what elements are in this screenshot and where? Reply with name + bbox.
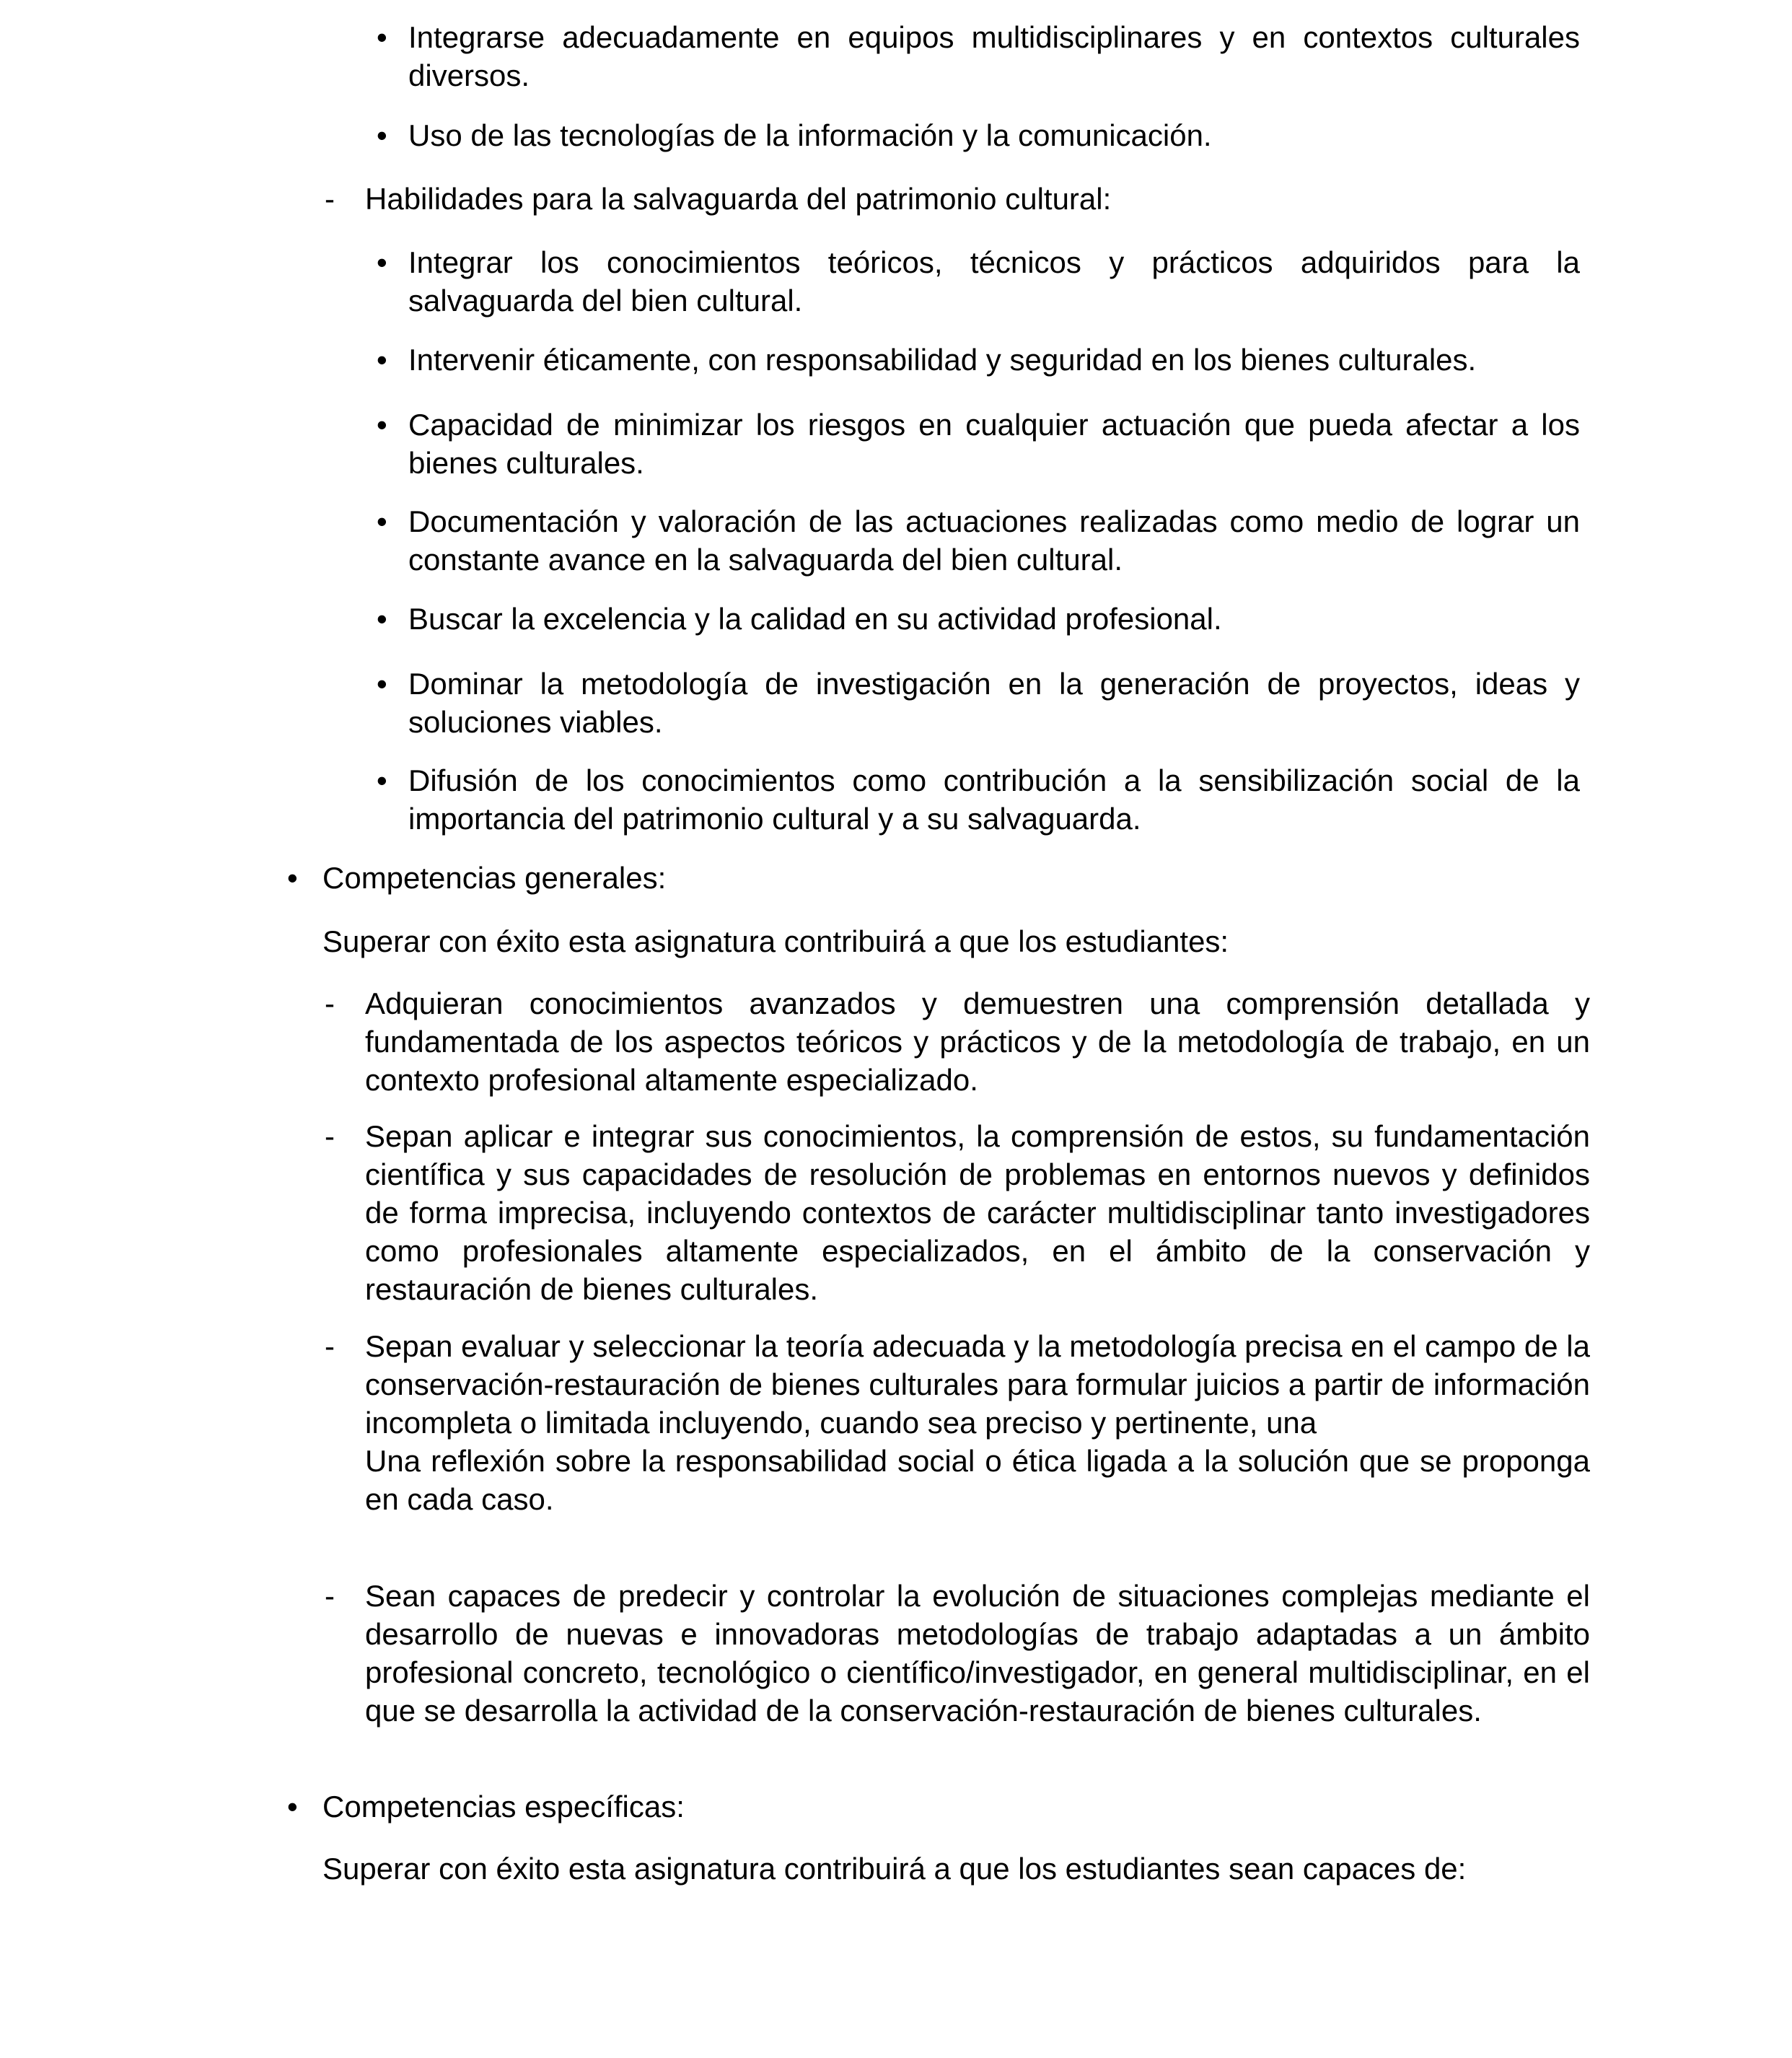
list-item: - Sepan aplicar e integrar sus conocimientos, la comprensión de estos, su fundamentación científica y sus capacidades de resolución de problemas en entornos nuevos y definidos de forma imprecisa, incluyendo contextos de carácter multidisciplinar tanto investigadores como profesionales altamente especializados, en el ámbito de la conservación y restauración de bienes culturales. [365, 1117, 1590, 1308]
list-item: • Intervenir éticamente, con responsabilidad y seguridad en los bienes culturales. [408, 341, 1580, 379]
paragraph: Superar con éxito esta asignatura contribuirá a que los estudiantes: [322, 924, 1229, 958]
bullet-icon: • [377, 245, 387, 279]
bullet-icon: • [377, 408, 387, 442]
bullet-icon: • [377, 504, 387, 538]
section-heading: • Competencias generales: [322, 859, 1590, 897]
bullet-icon: • [287, 1790, 298, 1823]
dash-icon: - [325, 1579, 335, 1613]
list-item: • Integrarse adecuadamente en equipos multidisciplinares y en contextos culturales diversos. [408, 18, 1580, 95]
list-item: • Difusión de los conocimientos como contribución a la sensibilización social de la importancia del patrimonio cultural y a su salvaguarda. [408, 761, 1580, 838]
dash-icon: - [325, 1119, 335, 1153]
bullet-icon: • [377, 602, 387, 636]
list-item: - Adquieran conocimientos avanzados y demuestren una comprensión detallada y fundamentada de los aspectos teóricos y prácticos y de la metodología de trabajo, en un contexto profesional altamente especializado. [365, 984, 1590, 1099]
list-item: - Sepan evaluar y seleccionar la teoría adecuada y la metodología precisa en el campo de la conservación-restauración de bienes culturales para formular juicios a partir de información incompleta o limitada incluyendo, cuando sea preciso y pertinente, una Una reflexión sobre la responsabilidad social o ética ligada a la solución que se proponga en cada caso. [365, 1327, 1590, 1518]
list-item: • Dominar la metodología de investigación en la generación de proyectos, ideas y soluciones viables. [408, 665, 1580, 741]
dash-icon: - [325, 986, 335, 1020]
list-item: • Documentación y valoración de las actuaciones realizadas como medio de lograr un constante avance en la salvaguarda del bien cultural. [408, 502, 1580, 579]
list-item: - Sean capaces de predecir y controlar la evolución de situaciones complejas mediante el desarrollo de nuevas e innovadoras metodologías de trabajo adaptadas a un ámbito profesional concreto, tecnológico o científico/investigador, en general multidisciplinar, en el que se desarrolla la actividad de la conservación-restauración de bienes culturales. [365, 1577, 1590, 1730]
list-item: • Buscar la excelencia y la calidad en su actividad profesional. [408, 600, 1580, 638]
bullet-icon: • [377, 20, 387, 54]
bullet-icon: • [377, 118, 387, 152]
bullet-icon: • [377, 763, 387, 797]
section-heading: • Competencias específicas: [322, 1787, 1590, 1826]
paragraph: Superar con éxito esta asignatura contribuirá a que los estudiantes sean capaces de: [322, 1852, 1467, 1886]
bullet-icon: • [377, 667, 387, 701]
bullet-icon: • [287, 861, 298, 895]
dash-icon: - [325, 182, 335, 216]
bullet-icon: • [377, 343, 387, 377]
list-item: • Capacidad de minimizar los riesgos en cualquier actuación que pueda afectar a los bienes culturales. [408, 406, 1580, 482]
list-item: - Habilidades para la salvaguarda del patrimonio cultural: [365, 180, 1590, 218]
list-item: • Integrar los conocimientos teóricos, técnicos y prácticos adquiridos para la salvaguarda del bien cultural. [408, 243, 1580, 320]
list-item: • Uso de las tecnologías de la información y la comunicación. [408, 116, 1580, 154]
dash-icon: - [325, 1329, 335, 1363]
